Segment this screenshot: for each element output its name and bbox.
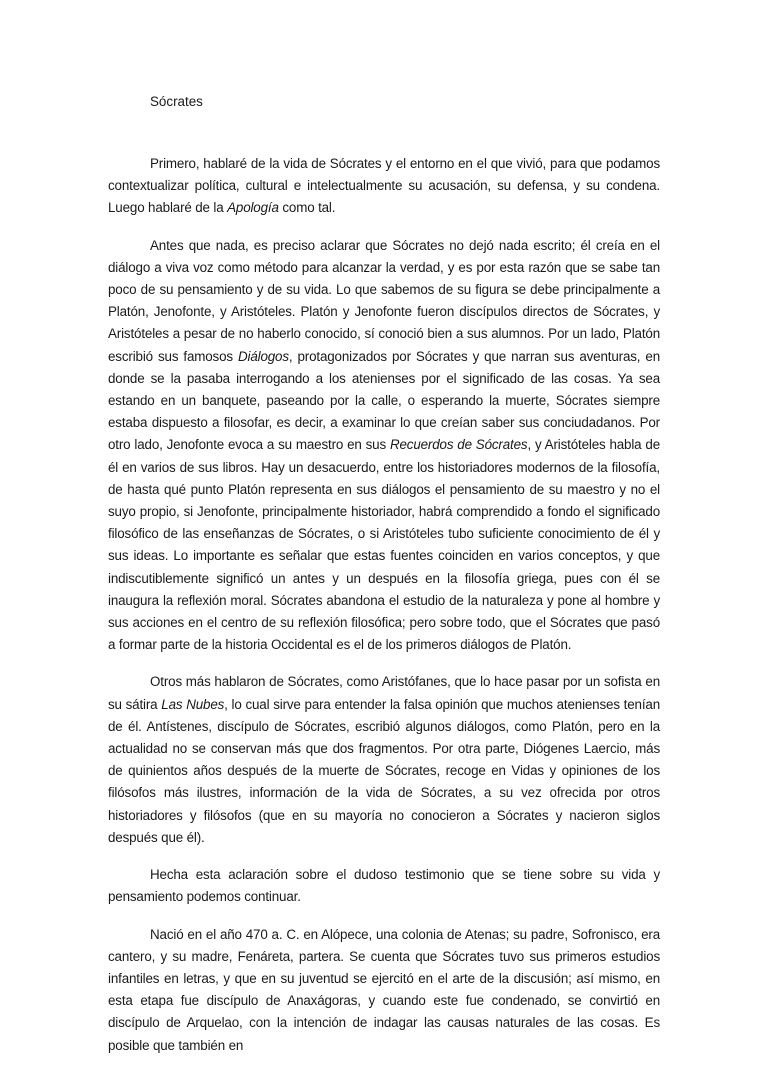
paragraph-text: , lo cual sirve para entender la falsa opinión que muchos atenienses tenían de él. Antístenes, discípulo de Sócrates, escribió algunos diálogos, como Platón, pero en la actualidad no se conservan más que dos fragmentos. Por otra parte, Diógenes Laercio, más de quinientos años después de la muerte de Sócrates, recoge en Vidas y opiniones de los filósofos más ilustres, información de la vida de Sócrates, a su vez ofrecida por otros historiadores y filósofos (que en su mayoría no conocieron a Sócrates y nacieron siglos después que él). [108, 696, 660, 845]
body-paragraph [108, 235, 660, 657]
document-title: Sócrates [150, 94, 203, 109]
paragraph-text: Hecha esta aclaración sobre el dudoso testimonio que se tiene sobre su vida y pensamiento podemos continuar. [108, 867, 660, 905]
paragraph-text: como tal. [278, 200, 336, 216]
italic-title-text: Recuerdos de Sócrates [389, 437, 528, 453]
body-paragraph [108, 864, 660, 908]
paragraph-text: , y Aristóteles habla de él en varios de sus libros. Hay un desacuerdo, entre los historiadores modernos de la filosofía, de hasta qué punto Platón representa en sus diálogos el pensamiento de su maestro y no el suyo propio, si Jenofonte, principalmente historiador, habrá comprendido a fondo el significado filosófico de las enseñanzas de Sócrates, o si Aristóteles tubo suficiente conocimiento de él y sus ideas. Lo importante es señalar que estas fuentes coinciden en varios conceptos, y que indiscutiblemente significó un antes y un después en la filosofía griega, pues con él se inaugura la reflexión moral. Sócrates abandona el estudio de la naturaleza y pone al hombre y sus acciones en el centro de su reflexión filosófica; pero sobre todo, que el Sócrates que pasó a formar parte de la historia Occidental es el de los primeros diálogos de Platón. [108, 437, 660, 653]
paragraph-text: Antes que nada, es preciso aclarar que Sócrates no dejó nada escrito; él creía en el diálogo a viva voz como método para alcanzar la verdad, y es por esta razón que se sabe tan poco de su pensamiento y de su vida. Lo que sabemos de su figura se debe principalmente a Platón, Jenofonte, y Aristóteles. Platón y Jenofonte fueron discípulos directos de Sócrates, y Aristóteles a pesar de no haberlo conocido, sí conoció bien a sus alumnos. Por un lado, Platón escribió sus famosos [108, 237, 660, 364]
document-body [108, 153, 660, 1072]
italic-title-text: Las Nubes [161, 696, 225, 712]
paragraph-text: , protagonizados por Sócrates y que narran sus aventuras, en donde se la pasaba interrogando a los atenienses por el significado de las cosas. Ya sea estando en un banquete, paseando por la calle, o esperando la muerte, Sócrates siempre estaba dispuesto a filosofar, es decir, a examinar lo que creían saber sus conciudadanos. Por otro lado, Jenofonte evoca a su maestro en sus [108, 348, 660, 453]
italic-title-text: Apología [227, 200, 279, 216]
italic-title-text: Diálogos [237, 348, 289, 364]
paragraph-text: Nació en el año 470 a. C. en Alópece, una colonia de Atenas; su padre, Sofronisco, era cantero, y su madre, Fenáreta, partera. Se cuenta que Sócrates tuvo sus primeros estudios infantiles en letras, y que en su juventud se ejercitó en el arte de la discusión; así mismo, en esta etapa fue discípulo de Anaxágoras, y cuando este fue condenado, se convirtió en discípulo de Arquelao, con la intención de indagar las causas naturales de las cosas. Es posible que también en [108, 926, 660, 1053]
body-paragraph [108, 924, 660, 1057]
body-paragraph [108, 153, 660, 220]
body-paragraph [108, 671, 660, 849]
paragraph-text: Otros más hablaron de Sócrates, como Aristófanes, que lo hace pasar por un sofista en su sátira [108, 674, 660, 712]
paragraph-text: Primero, hablaré de la vida de Sócrates y el entorno en el que vivió, para que podamos contextualizar política, cultural e intelectualmente su acusación, su defensa, y su condena. Luego hablaré de la [108, 156, 660, 216]
